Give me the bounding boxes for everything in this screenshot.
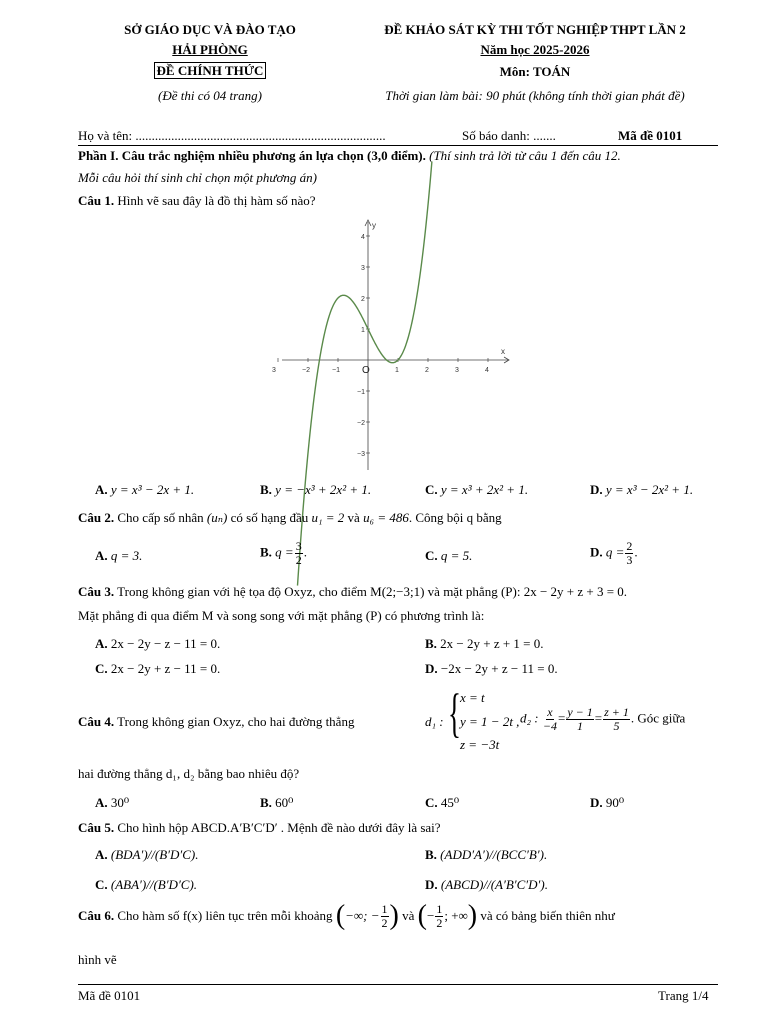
y-tick-label: −3 — [357, 451, 365, 458]
option-letter: D. — [590, 482, 603, 497]
frac-den: 1 — [577, 719, 584, 733]
x-tick-label: 4 — [485, 367, 489, 374]
q4-sys-line-3: z = −3t — [460, 737, 500, 752]
frac-num: 3 — [295, 539, 302, 553]
y-tick-label: −2 — [357, 420, 365, 427]
exam-code: Mã đề 0101 — [618, 128, 683, 143]
city-name: HẢI PHÒNG — [172, 42, 248, 57]
official-stamp — [100, 63, 320, 79]
q2-option-c[interactable] — [425, 548, 472, 564]
page-count: (Đề thi có 04 trang) — [158, 88, 262, 103]
interval-2-end: ; +∞ — [444, 908, 468, 923]
option-letter: B. — [425, 847, 437, 862]
q5-text: Cho hình hộp ABCD.A′B′C′D′ . Mệnh đề nào dưới đây là sai? — [117, 820, 441, 835]
frac-num: 2 — [626, 539, 633, 553]
y-tick-label: −1 — [357, 389, 365, 396]
frac-num: 1 — [381, 901, 388, 916]
paren-open: ( — [417, 900, 427, 931]
school-year: Năm học 2025-2026 — [480, 42, 590, 57]
q2-option-b[interactable] — [260, 540, 307, 567]
q2-option-d[interactable] — [590, 540, 638, 567]
option-text: 90⁰ — [605, 795, 625, 810]
q2-u1: u₁ = 2 — [311, 510, 345, 525]
q3-option-c[interactable] — [95, 661, 220, 677]
q4-number: Câu 4. — [78, 714, 115, 729]
option-letter: C. — [425, 795, 438, 810]
paren-close: ) — [467, 900, 478, 931]
x-tick-label: 3 — [455, 367, 459, 374]
department-name: SỞ GIÁO DỤC VÀ ĐÀO TẠO — [124, 22, 296, 37]
q2-sequence: (uₙ) — [206, 510, 228, 525]
option-text: y = x³ + 2x² + 1. — [440, 482, 529, 497]
header-divider — [78, 145, 718, 146]
option-letter: D. — [425, 877, 438, 892]
x-tick-label: 1 — [395, 367, 399, 374]
q3-option-b[interactable] — [425, 636, 544, 652]
part1-heading — [78, 148, 621, 164]
option-text: (ABCD)//(A′B′C′D′). — [440, 877, 548, 892]
option-letter: D. — [590, 544, 603, 560]
q4-option-c[interactable] — [425, 795, 459, 811]
option-letter: B. — [260, 544, 272, 560]
option-text: 60⁰ — [275, 795, 294, 810]
frac-den: −4 — [542, 719, 557, 733]
option-text: 45⁰ — [440, 795, 460, 810]
q4-option-a[interactable] — [95, 795, 129, 811]
option-letter: A. — [95, 636, 108, 651]
option-letter: A. — [95, 548, 108, 563]
x-tick-label: 3 — [272, 367, 276, 374]
question-1 — [78, 193, 316, 209]
footer-divider — [78, 984, 718, 985]
q3-option-a[interactable] — [95, 636, 220, 652]
q1-option-a[interactable] — [95, 482, 194, 498]
equals: = — [557, 710, 566, 726]
q6-and: và — [402, 908, 415, 923]
q3-option-d[interactable] — [425, 661, 558, 677]
option-letter: C. — [95, 877, 108, 892]
q4-d1-label: d₁ : — [425, 714, 444, 729]
q5-number: Câu 5. — [78, 820, 115, 835]
footer-page-number: Trang 1/4 — [658, 988, 709, 1003]
q4-text-c: hai đường thẳng d₁, d₂ bằng bao nhiêu độ? — [78, 766, 300, 781]
footer-exam-code: Mã đề 0101 — [78, 988, 141, 1003]
option-text: 2x − 2y + z + 1 = 0. — [440, 636, 544, 651]
option-letter: C. — [425, 548, 438, 563]
candidate-name-field: Họ và tên: ............................................................................. — [78, 128, 386, 143]
interval-2: − — [426, 908, 435, 923]
option-text: (ADD′A′)//(BCC′B′). — [440, 847, 548, 862]
q1-function-graph — [272, 208, 516, 478]
option-letter: D. — [590, 795, 603, 810]
option-end: . — [634, 544, 638, 560]
q2-text-c: . Công bội q bằng — [408, 510, 502, 525]
option-text: (ABA′)//(B′D′C). — [110, 877, 198, 892]
x-tick-label: −1 — [332, 367, 340, 374]
q6-text: Cho hàm số f(x) liên tục trên mỗi khoảng — [117, 908, 333, 923]
q4-option-b[interactable] — [260, 795, 293, 811]
q2-text: Cho cấp số nhân — [117, 510, 204, 525]
option-text: 2x − 2y − z − 11 = 0. — [110, 636, 221, 651]
paren-close: ) — [389, 900, 399, 931]
question-6 — [78, 902, 615, 930]
frac-den: 5 — [613, 719, 620, 733]
option-end: . — [303, 544, 307, 560]
option-letter: D. — [425, 661, 438, 676]
frac-den: 2 — [381, 915, 388, 930]
part1-title: Phần I. Câu trắc nghiệm nhiều phương án lựa chọn (3,0 điểm). — [78, 148, 426, 163]
y-tick-label: 3 — [361, 265, 365, 272]
question-2 — [78, 510, 502, 526]
y-tick-label: 1 — [361, 327, 365, 334]
x-tick-label: −2 — [302, 367, 310, 374]
q1-option-b[interactable] — [260, 482, 371, 498]
q5-option-d[interactable] — [425, 877, 548, 893]
y-tick-label: 2 — [361, 296, 365, 303]
origin-label: O — [362, 365, 370, 376]
option-text: y = −x³ + 2x² + 1. — [275, 482, 372, 497]
q1-text: Hình vẽ sau đây là đồ thị hàm số nào? — [117, 193, 316, 208]
option-letter: C. — [95, 661, 108, 676]
frac-num: 1 — [436, 901, 443, 916]
part1-note-2: Mỗi câu hỏi thí sinh chỉ chọn một phương án) — [78, 170, 317, 185]
option-text: −2x − 2y + z − 11 = 0. — [440, 661, 558, 676]
q6-text-c: hình vẽ — [78, 952, 117, 967]
y-axis-label: y — [372, 221, 376, 230]
q4-sys-line-2: y = 1 − 2t , — [460, 714, 520, 729]
option-letter: B. — [260, 482, 272, 497]
option-text: q = — [275, 544, 294, 560]
option-letter: B. — [425, 636, 437, 651]
q4-d2-equation — [520, 706, 685, 733]
option-letter: A. — [95, 482, 108, 497]
q2-and: và — [347, 510, 360, 525]
q6-text-b: và có bảng biến thiên như — [480, 908, 615, 923]
q2-number: Câu 2. — [78, 510, 115, 525]
q3-text: Trong không gian với hệ tọa độ Oxyz, cho điểm M(2;−3;1) và mặt phẳng (P): 2x − 2y + z + 3 = 0. — [117, 584, 628, 599]
q5-option-b[interactable] — [425, 847, 547, 863]
q4-sys-line-1: x = t — [460, 690, 485, 705]
option-text: (BDA′)//(B′D′C). — [110, 847, 199, 862]
q4-option-d[interactable] — [590, 795, 624, 811]
q1-option-c[interactable] — [425, 482, 528, 498]
q5-option-c[interactable] — [95, 877, 197, 893]
frac-num: x — [547, 705, 553, 719]
question-5 — [78, 820, 441, 836]
x-tick-label: 2 — [425, 367, 429, 374]
q2-text-b: có số hạng đầu — [230, 510, 309, 525]
option-text: 30⁰ — [110, 795, 130, 810]
option-text: 2x − 2y + z − 11 = 0. — [110, 661, 221, 676]
option-letter: A. — [95, 795, 108, 810]
q5-option-a[interactable] — [95, 847, 198, 863]
candidate-id-field: Số báo danh: ....... — [462, 128, 556, 143]
system-brace: { — [448, 683, 461, 743]
frac-den: 2 — [295, 553, 302, 567]
interval-1: −∞; − — [345, 908, 380, 923]
question-3 — [78, 584, 627, 600]
frac-num: y − 1 — [567, 705, 593, 719]
option-letter: B. — [260, 795, 272, 810]
x-axis-label: x — [501, 347, 505, 356]
option-letter: A. — [95, 847, 108, 862]
option-letter: C. — [425, 482, 438, 497]
exam-title: ĐỀ KHẢO SÁT KỲ THI TỐT NGHIỆP THPT LẦN 2 — [384, 22, 686, 37]
q1-number: Câu 1. — [78, 193, 115, 208]
paren-open: ( — [335, 900, 346, 931]
option-text: q = 3. — [110, 548, 143, 563]
option-text: y = x³ − 2x² + 1. — [605, 482, 694, 497]
q3-text-b: Mặt phẳng đi qua điểm M và song song với mặt phẳng (P) có phương trình là: — [78, 608, 485, 623]
y-tick-label: 4 — [361, 234, 365, 241]
frac-den: 2 — [436, 915, 443, 930]
official-label: ĐỀ CHÍNH THỨC — [154, 62, 267, 79]
option-text: q = — [605, 544, 625, 560]
option-text: y = x³ − 2x + 1. — [110, 482, 195, 497]
q2-u6: u₆ = 486 — [363, 510, 409, 525]
option-text: q = 5. — [440, 548, 473, 563]
q6-number: Câu 6. — [78, 908, 115, 923]
q4-d2-label: d₂ : — [520, 710, 539, 726]
q4-text-b: . Góc giữa — [630, 710, 686, 726]
question-4 — [78, 714, 354, 730]
subject: Môn: TOÁN — [499, 64, 571, 79]
frac-num: z + 1 — [604, 705, 629, 719]
frac-den: 3 — [626, 553, 633, 567]
q4-text: Trong không gian Oxyz, cho hai đường thẳng — [117, 714, 355, 729]
equals: = — [594, 710, 603, 726]
q3-number: Câu 3. — [78, 584, 115, 599]
q1-option-d[interactable] — [590, 482, 693, 498]
q2-option-a[interactable] — [95, 548, 142, 564]
part1-note: (Thí sinh trả lời từ câu 1 đến câu 12. — [429, 148, 621, 163]
time-limit: Thời gian làm bài: 90 phút (không tính thời gian phát đề) — [385, 88, 685, 103]
